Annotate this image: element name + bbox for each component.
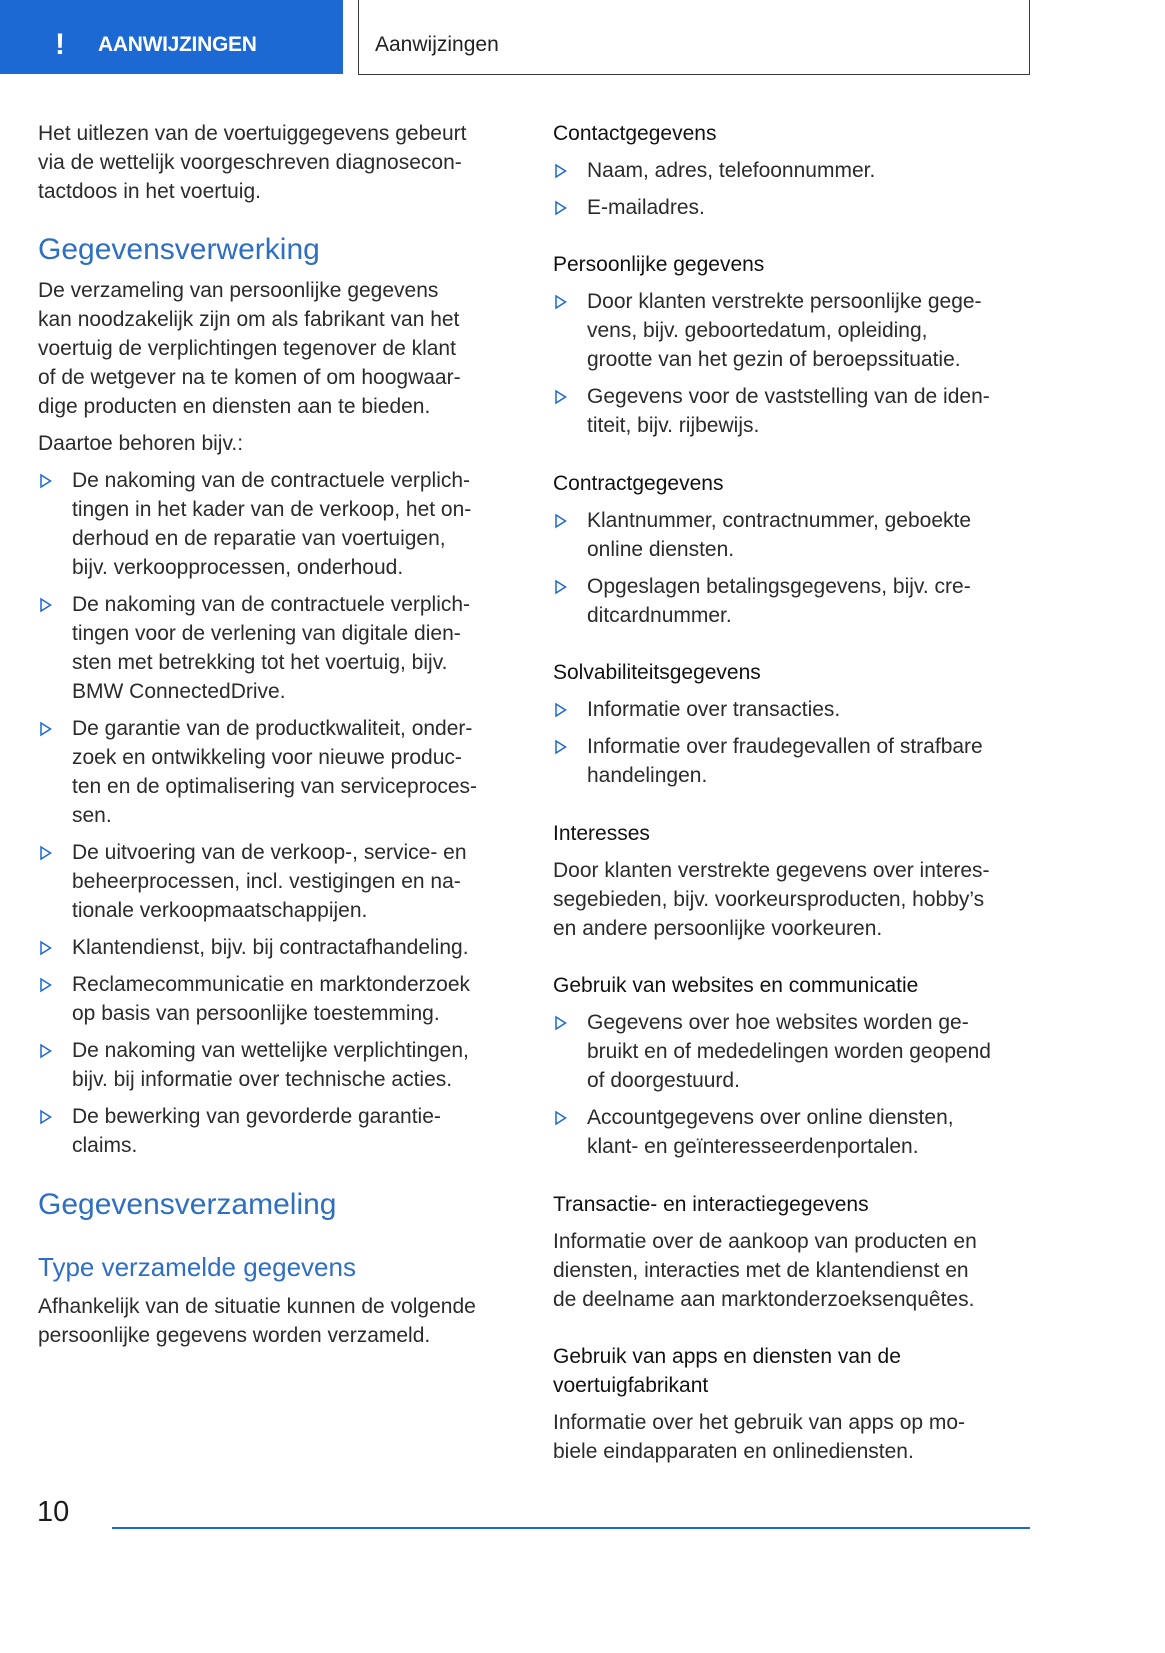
text-line: tionale verkoopmaatschappijen. bbox=[72, 899, 368, 922]
list-intro bbox=[38, 429, 518, 458]
text-line: op basis van persoonlijke toestemming. bbox=[72, 1002, 440, 1025]
text-line: segebieden, bijv. voorkeursproducten, hobby’s bbox=[553, 887, 985, 911]
text-line: bruikt en of mededelingen worden geopend bbox=[587, 1040, 991, 1063]
text-line: Gegevens over hoe websites worden ge- bbox=[587, 1011, 969, 1034]
bullet-triangle-icon bbox=[40, 1044, 51, 1058]
bullet-triangle-icon bbox=[40, 598, 51, 612]
text-line: Klantnummer, contractnummer, geboekte bbox=[587, 508, 972, 532]
bullet-triangle-icon bbox=[555, 740, 566, 754]
list-item bbox=[553, 156, 1033, 185]
text-line: Reclamecommunicatie en marktonderzoek bbox=[72, 973, 471, 996]
text-line: De uitvoering van de verkoop-, service- en bbox=[72, 841, 467, 864]
list-item bbox=[553, 506, 1033, 564]
list-item bbox=[38, 466, 518, 582]
bullet-triangle-icon bbox=[40, 941, 51, 955]
text-line: De nakoming van de contractuele verplich- bbox=[72, 469, 471, 492]
intro-paragraph bbox=[38, 119, 518, 206]
text-line: claims. bbox=[72, 1134, 138, 1157]
text-line: De garantie van de productkwaliteit, onder- bbox=[72, 717, 473, 740]
bullet-triangle-icon bbox=[555, 514, 566, 528]
category-title bbox=[553, 971, 1033, 1000]
list-item bbox=[38, 838, 518, 925]
category-transactie-interactie bbox=[553, 1190, 1033, 1314]
text-line: Contactgegevens bbox=[553, 121, 717, 145]
text-line: dige producten en diensten aan te bieden. bbox=[38, 395, 431, 418]
text-line: De verzameling van persoonlijke gegevens bbox=[38, 279, 439, 302]
text-line: Het uitlezen van de voertuiggegevens gebeurt bbox=[38, 121, 467, 145]
list-item bbox=[553, 193, 1033, 222]
category-interesses bbox=[553, 819, 1033, 943]
text-line: sen. bbox=[72, 804, 112, 827]
text-line: voertuigfabrikant bbox=[553, 1374, 709, 1397]
text-line: online diensten. bbox=[587, 537, 735, 561]
bullet-triangle-icon bbox=[555, 201, 566, 215]
text-line: diensten, interacties met de klantendienst en bbox=[553, 1258, 969, 1282]
text-line: klant- en geïnteresseerdenportalen. bbox=[587, 1135, 919, 1158]
text-line: en andere persoonlijke voorkeuren. bbox=[553, 916, 883, 940]
text-line: biele eindapparaten en onlinediensten. bbox=[553, 1440, 914, 1463]
left-column bbox=[38, 119, 518, 1350]
text-line: Transactie- en interactiegegevens bbox=[553, 1192, 869, 1216]
list-item bbox=[38, 933, 518, 962]
text-line: tingen voor de verlening van digitale dien- bbox=[72, 622, 461, 645]
text-line: Gebruik van websites en communicatie bbox=[553, 974, 919, 997]
bullet-triangle-icon bbox=[555, 1111, 566, 1125]
page-number: 10 bbox=[37, 1496, 70, 1528]
text-line: bijv. verkoopprocessen, onderhoud. bbox=[72, 556, 404, 579]
category-title bbox=[553, 658, 1033, 687]
text-line: kan noodzakelijk zijn om als fabrikant van het bbox=[38, 308, 460, 331]
bullet-triangle-icon bbox=[40, 846, 51, 860]
category-paragraph bbox=[553, 856, 1033, 943]
category-contactgegevens bbox=[553, 119, 1033, 222]
text-line: beheerprocessen, incl. vestigingen en na- bbox=[72, 870, 461, 893]
bullet-triangle-icon bbox=[40, 474, 51, 488]
list-item bbox=[553, 572, 1033, 630]
text-line: Klantendienst, bijv. bij contractafhandeling. bbox=[72, 936, 469, 959]
text-line: of de wetgever na te komen of om hoogwaar- bbox=[38, 366, 461, 389]
text-line: Accountgegevens over online diensten, bbox=[587, 1106, 954, 1129]
text-line: Gebruik van apps en diensten van de bbox=[553, 1345, 901, 1368]
text-line: derhoud en de reparatie van voertuigen, bbox=[72, 527, 446, 550]
text-line: Informatie over de aankoop van producten en bbox=[553, 1229, 977, 1253]
list-item bbox=[553, 1103, 1033, 1161]
text-line: Opgeslagen betalingsgegevens, bijv. cre- bbox=[587, 574, 971, 598]
category-contractgegevens bbox=[553, 469, 1033, 630]
category-apps-diensten bbox=[553, 1342, 1033, 1466]
list-item bbox=[553, 695, 1033, 724]
processing-paragraph bbox=[38, 276, 518, 421]
exclamation-icon: ! bbox=[55, 28, 65, 61]
text-line: of doorgestuurd. bbox=[587, 1069, 740, 1092]
right-column bbox=[553, 119, 1033, 1467]
bullet-triangle-icon bbox=[40, 722, 51, 736]
text-line: de deelname aan marktonderzoeksenquêtes. bbox=[553, 1287, 975, 1311]
text-line: Informatie over transacties. bbox=[587, 698, 841, 721]
text-line: Solvabiliteitsgegevens bbox=[553, 661, 761, 684]
category-persoonlijke-gegevens bbox=[553, 250, 1033, 440]
category-title bbox=[553, 250, 1033, 279]
list-item bbox=[553, 732, 1033, 790]
text-line: bijv. bij informatie over technische acties. bbox=[72, 1068, 453, 1091]
text-line: De nakoming van wettelijke verplichtingen, bbox=[72, 1039, 469, 1062]
list-item bbox=[553, 1008, 1033, 1095]
text-line: BMW ConnectedDrive. bbox=[72, 680, 286, 703]
text-line: Door klanten verstrekte persoonlijke gege- bbox=[587, 290, 982, 313]
list-item bbox=[38, 970, 518, 1028]
text-line: Naam, adres, telefoonnummer. bbox=[587, 158, 876, 182]
bullet-triangle-icon bbox=[40, 978, 51, 992]
text-line: vens, bijv. geboortedatum, opleiding, bbox=[587, 319, 928, 342]
text-line: Informatie over fraudegevallen of strafbare bbox=[587, 735, 983, 758]
category-websites-communicatie bbox=[553, 971, 1033, 1161]
chapter-title: Aanwijzingen bbox=[375, 33, 499, 56]
list-item bbox=[38, 1036, 518, 1094]
text-line: via de wettelijk voorgeschreven diagnosecon- bbox=[38, 150, 462, 174]
bullet-triangle-icon bbox=[40, 1110, 51, 1124]
text-line: ditcardnummer. bbox=[587, 603, 732, 627]
section-label: AANWIJZINGEN bbox=[98, 33, 257, 56]
section-heading-gegevensverzameling: Gegevensverzameling bbox=[38, 1187, 337, 1221]
text-line: Informatie over het gebruik van apps op mo- bbox=[553, 1411, 966, 1434]
text-line: Door klanten verstrekte gegevens over interes- bbox=[553, 858, 990, 882]
category-paragraph bbox=[553, 1408, 1033, 1466]
text-line: Persoonlijke gegevens bbox=[553, 253, 765, 276]
text-line: Daartoe behoren bijv.: bbox=[38, 432, 244, 455]
text-line: persoonlijke gegevens worden verzameld. bbox=[38, 1323, 431, 1347]
category-title bbox=[553, 469, 1033, 498]
text-line: tactdoos in het voertuig. bbox=[38, 179, 261, 203]
bullet-triangle-icon bbox=[555, 295, 566, 309]
text-line: Interesses bbox=[553, 821, 650, 845]
text-line: voertuig de verplichtingen tegenover de klant bbox=[38, 337, 456, 360]
section-tab bbox=[0, 0, 343, 74]
bullet-triangle-icon bbox=[555, 580, 566, 594]
text-line: Gegevens voor de vaststelling van de iden- bbox=[587, 385, 990, 408]
list-item bbox=[38, 590, 518, 706]
bullet-triangle-icon bbox=[555, 703, 566, 717]
text-line: zoek en ontwikkeling voor nieuwe produc- bbox=[72, 746, 462, 769]
category-title bbox=[553, 119, 1033, 148]
footer-rule bbox=[112, 1527, 1030, 1529]
bullet-triangle-icon bbox=[555, 390, 566, 404]
bullet-triangle-icon bbox=[555, 1016, 566, 1030]
category-title bbox=[553, 1342, 1033, 1400]
text-line: sten met betrekking tot het voertuig, bijv. bbox=[72, 651, 448, 674]
list-item bbox=[38, 714, 518, 830]
text-line: titeit, bijv. rijbewijs. bbox=[587, 414, 760, 437]
section-heading-gegevensverwerking: Gegevensverwerking bbox=[38, 233, 320, 266]
text-line: E-mailadres. bbox=[587, 195, 705, 219]
text-line: Contractgegevens bbox=[553, 471, 724, 495]
text-line: De bewerking van gevorderde garantie- bbox=[72, 1105, 441, 1128]
list-item bbox=[553, 287, 1033, 374]
category-title bbox=[553, 819, 1033, 848]
chapter-title-box bbox=[358, 0, 1030, 75]
list-item bbox=[553, 382, 1033, 440]
collection-paragraph bbox=[38, 1292, 518, 1350]
subheading-type-verzamelde-gegevens: Type verzamelde gegevens bbox=[38, 1252, 356, 1282]
text-line: Afhankelijk van de situatie kunnen de volgende bbox=[38, 1294, 476, 1318]
category-paragraph bbox=[553, 1227, 1033, 1314]
category-title bbox=[553, 1190, 1033, 1219]
category-solvabiliteitsgegevens bbox=[553, 658, 1033, 790]
bullet-triangle-icon bbox=[555, 164, 566, 178]
text-line: tingen in het kader van de verkoop, het on- bbox=[72, 498, 472, 521]
list-item bbox=[38, 1102, 518, 1160]
text-line: grootte van het gezin of beroepssituatie. bbox=[587, 348, 961, 371]
text-line: ten en de optimalisering van serviceproces- bbox=[72, 775, 478, 798]
text-line: De nakoming van de contractuele verplich- bbox=[72, 593, 471, 616]
text-line: handelingen. bbox=[587, 764, 708, 787]
